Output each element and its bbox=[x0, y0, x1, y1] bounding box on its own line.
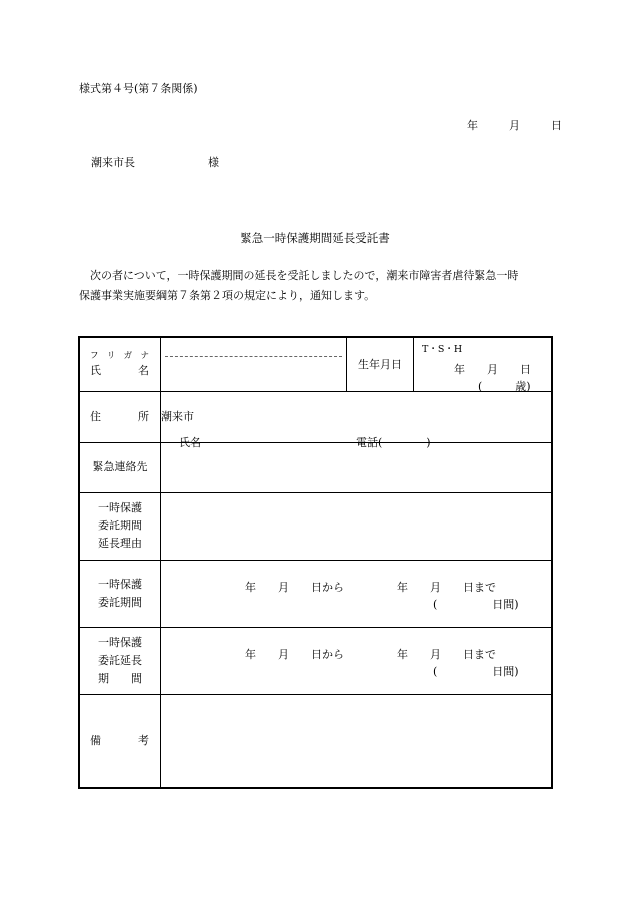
date-year-label: 年 bbox=[467, 119, 478, 132]
name-label: 氏 名 bbox=[90, 364, 149, 378]
addressee-name: 潮来市長 bbox=[91, 156, 135, 169]
addressee bbox=[91, 156, 219, 169]
addressee-honorific: 様 bbox=[208, 156, 219, 169]
body-line-2: 保護事業実施要綱第７条第２項の規定により，通知します。 bbox=[79, 289, 376, 302]
reason-label: 一時保護 委託期間 延長理由 bbox=[98, 501, 142, 550]
address-value[interactable]: 潮来市 bbox=[161, 391, 553, 442]
row-period bbox=[79, 560, 552, 627]
form-table bbox=[78, 336, 553, 789]
birth-label: 生年月日 bbox=[347, 337, 414, 391]
period-label-cell bbox=[79, 560, 161, 627]
extension-to: 年 月 日まで bbox=[397, 647, 496, 661]
row-emergency bbox=[79, 442, 552, 492]
emergency-phone-label: 電話( ) bbox=[356, 435, 431, 449]
extension-value-cell[interactable] bbox=[161, 627, 553, 694]
period-to: 年 月 日まで bbox=[397, 580, 496, 594]
birth-ymd: 年 月 日 bbox=[454, 363, 531, 376]
furigana-label: フ リ ガ ナ bbox=[90, 351, 149, 362]
reason-value-cell[interactable] bbox=[161, 492, 553, 560]
extension-days: ( 日間) bbox=[433, 664, 519, 678]
body-text bbox=[79, 266, 554, 306]
name-input-cell[interactable] bbox=[161, 337, 347, 391]
period-days: ( 日間) bbox=[433, 597, 519, 611]
row-address bbox=[79, 391, 552, 442]
period-value-cell[interactable] bbox=[161, 560, 553, 627]
body-line-1: 次の者について，一時保護期間の延長を受託しましたので，潮来市障害者虐待緊急一時 bbox=[90, 269, 519, 282]
extension-label: 一時保護 委託延長 期 間 bbox=[98, 635, 142, 685]
row-name bbox=[79, 337, 552, 391]
emergency-name-label: 氏名 bbox=[179, 435, 201, 449]
period-from: 年 月 日から bbox=[245, 580, 344, 594]
birth-value-cell[interactable] bbox=[414, 337, 553, 391]
date-month-label: 月 bbox=[509, 119, 520, 132]
name-label-cell bbox=[79, 337, 161, 391]
remarks-label: 備 考 bbox=[90, 734, 149, 748]
date-day-label: 日 bbox=[551, 119, 562, 132]
extension-from: 年 月 日から bbox=[245, 647, 344, 661]
period-label: 一時保護 委託期間 bbox=[98, 577, 142, 609]
form-number: 様式第４号(第７条関係) bbox=[79, 82, 198, 95]
address-label: 住 所 bbox=[90, 409, 149, 423]
date-line bbox=[467, 119, 562, 132]
reason-label-cell bbox=[79, 492, 161, 560]
row-reason bbox=[79, 492, 552, 560]
emergency-value-cell[interactable] bbox=[161, 435, 553, 492]
birth-age: ( 歳) bbox=[478, 380, 531, 393]
remarks-label-cell bbox=[79, 694, 161, 788]
remarks-value-cell[interactable] bbox=[161, 694, 553, 788]
extension-label-cell bbox=[79, 627, 161, 694]
address-label-cell bbox=[79, 391, 161, 442]
birth-era: T・S・H bbox=[422, 344, 463, 355]
row-extension bbox=[79, 627, 552, 694]
document-title: 緊急一時保護期間延長受託書 bbox=[240, 231, 390, 245]
emergency-label: 緊急連絡先 bbox=[79, 442, 161, 492]
row-remarks bbox=[79, 694, 552, 788]
